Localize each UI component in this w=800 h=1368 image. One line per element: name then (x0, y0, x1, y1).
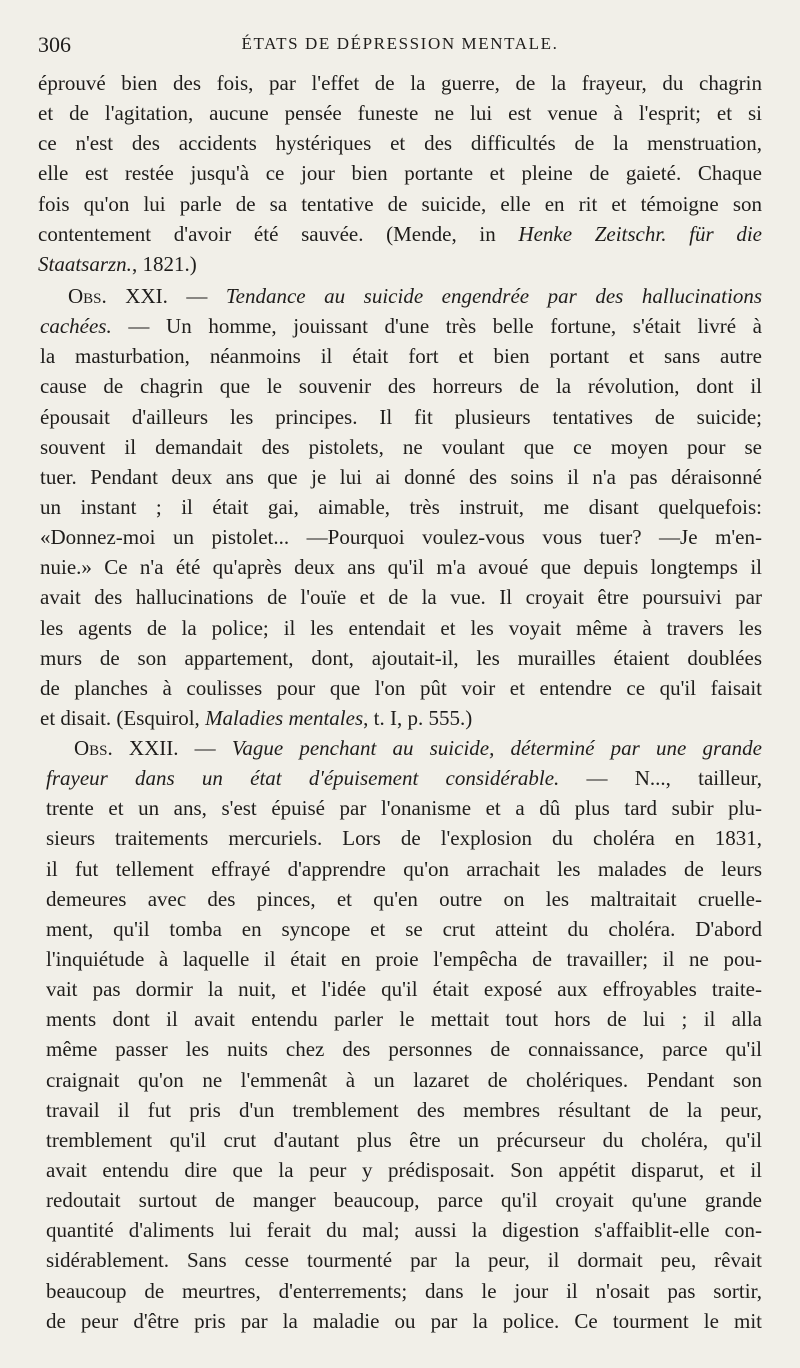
paragraph-continuation (38, 68, 762, 279)
running-title: ÉTATS DE DÉPRESSION MENTALE. (241, 34, 559, 53)
text-line: ment, qu'il tomba en syncope et se crut atteint du choléra. D'abord (46, 916, 762, 941)
text-line: vait pas dormir la nuit, et l'idée qu'il était exposé aux effroyables traite- (46, 977, 762, 1002)
text-line: avait des hallucinations de l'ouïe et de la vue. Il croyait être poursuivi par (40, 585, 762, 610)
citation-title: Henke Zeitschr. für die (518, 221, 762, 246)
text-span: , 1821.) (131, 251, 197, 276)
text-line (46, 733, 762, 763)
text-line: la masturbation, néanmoins il était fort et bien portant et sans autre (40, 344, 762, 369)
text-span: — (178, 736, 232, 760)
text-line: éprouvé bien des fois, par l'effet de la guerre, de la frayeur, du chagrin (38, 71, 762, 95)
text-line (38, 219, 762, 249)
text-line: sidérablement. Sans cesse tourmenté par la peur, il dormait peu, rêvait (46, 1248, 762, 1273)
text-line: de peur d'être pris par la maladie ou par la police. Ce tourment le mit (46, 1308, 762, 1333)
observation-heading: frayeur dans un état d'épuisement considérable. (46, 766, 560, 791)
text-line: cause de chagrin que le souvenir des horreurs de la révolution, dont il (40, 374, 762, 399)
text-line: elle est restée jusqu'à ce jour bien portante et pleine de gaieté. Chaque (38, 161, 762, 186)
observation-heading: cachées. (40, 314, 112, 339)
text-line: travail il fut pris d'un tremblement des membres résultant de la peur, (46, 1097, 762, 1122)
citation-title: Staatsarzn. (38, 251, 132, 276)
text-line: l'inquiétude à laquelle il était en proie l'empêcha de travailler; il ne pou- (46, 946, 762, 971)
text-span: — (167, 284, 226, 308)
text-line: tuer. Pendant deux ans que je lui ai donné des soins il n'a pas déraisonné (40, 464, 762, 489)
text-line (38, 249, 762, 279)
running-header (38, 28, 762, 68)
observation-heading: Vague penchant au suicide, déterminé par une grande (231, 736, 762, 760)
text-line: ments dont il avait entendu parler le mettait tout hors de lui ; il alla (46, 1007, 762, 1032)
text-span: — Un homme, jouissant d'une très belle fortune, s'était livré à (111, 314, 762, 339)
text-line: murs de son appartement, dont, ajoutait-il, les murailles étaient doublées (40, 645, 762, 670)
text-line (40, 703, 762, 733)
observation-xxii (46, 733, 762, 1336)
text-line: même passer les nuits chez des personnes de connaissance, parce qu'il (46, 1037, 762, 1062)
text-line: trente et un ans, s'est épuisé par l'onanisme et a dû plus tard subir plu- (46, 796, 762, 821)
text-line: sieurs traitements mercuriels. Lors de l'explosion du choléra en 1831, (46, 826, 762, 851)
text-line: tremblement qu'il crut d'autant plus être un précurseur du choléra, qu'il (46, 1127, 762, 1152)
text-line: demeures avec des pinces, et qu'en outre on les maltraitait cruelle- (46, 886, 762, 911)
text-line: et de l'agitation, aucune pensée funeste ne lui est venue à l'esprit; et si (38, 101, 762, 126)
text-line: redoutait surtout de manger beaucoup, parce qu'il croyait qu'une grande (46, 1188, 762, 1213)
citation-title: Maladies mentales (205, 705, 364, 730)
text-line: épousait d'ailleurs les principes. Il fit plusieurs tentatives de suicide; (40, 404, 762, 429)
observation-label: Obs. XXII. (74, 736, 179, 760)
text-line: un instant ; il était gai, aimable, très instruit, me disant quelquefois: (40, 494, 762, 519)
text-line: de planches à coulisses pour que l'on pût voir et entendre ce qu'il faisait (40, 675, 762, 700)
text-line: les agents de la police; il les entendait et les voyait même à travers les (40, 615, 762, 640)
observation-xxi (40, 281, 762, 733)
text-line: nuie.» Ce n'a été qu'après deux ans qu'il m'a avoué que depuis longtemps il (40, 555, 762, 580)
text-line: craignait qu'on ne l'emmenât à un lazaret de cholériques. Pendant son (46, 1067, 762, 1092)
text-line: «Donnez-moi un pistolet... —Pourquoi voulez-vous vous tuer? —Je m'en- (40, 525, 762, 550)
text-span: contentement d'avoir été sauvée. (Mende, in (38, 221, 519, 246)
text-line: souvent il demandait des pistolets, ne voulant que ce moyen pour se (40, 434, 762, 459)
text-line (46, 763, 762, 793)
text-line (40, 311, 762, 341)
observation-heading: Tendance au suicide engendrée par des hallucinations (225, 284, 762, 308)
text-line: quantité d'aliments lui ferait du mal; aussi la digestion s'affaiblit-elle con- (46, 1218, 762, 1243)
text-line: fois qu'on lui parle de sa tentative de suicide, elle en rit et témoigne son (38, 191, 762, 216)
text-line (40, 281, 762, 311)
page-number: 306 (38, 32, 71, 57)
text-span: , t. I, p. 555.) (363, 705, 473, 730)
text-line: beaucoup de meurtres, d'enterrements; dans le jour il n'osait pas sortir, (46, 1278, 762, 1303)
text-line: il fut tellement effrayé d'apprendre qu'on arrachait les malades de leurs (46, 856, 762, 881)
text-line: ce n'est des accidents hystériques et des difficultés de la menstruation, (38, 131, 762, 156)
text-span: et disait. (Esquirol, (40, 705, 206, 730)
observation-label: Obs. XXI. (68, 284, 168, 308)
text-span: — N..., tailleur, (559, 766, 762, 791)
text-line: avait entendu dire que la peur y prédisposait. Son appétit disparut, et il (46, 1157, 762, 1182)
